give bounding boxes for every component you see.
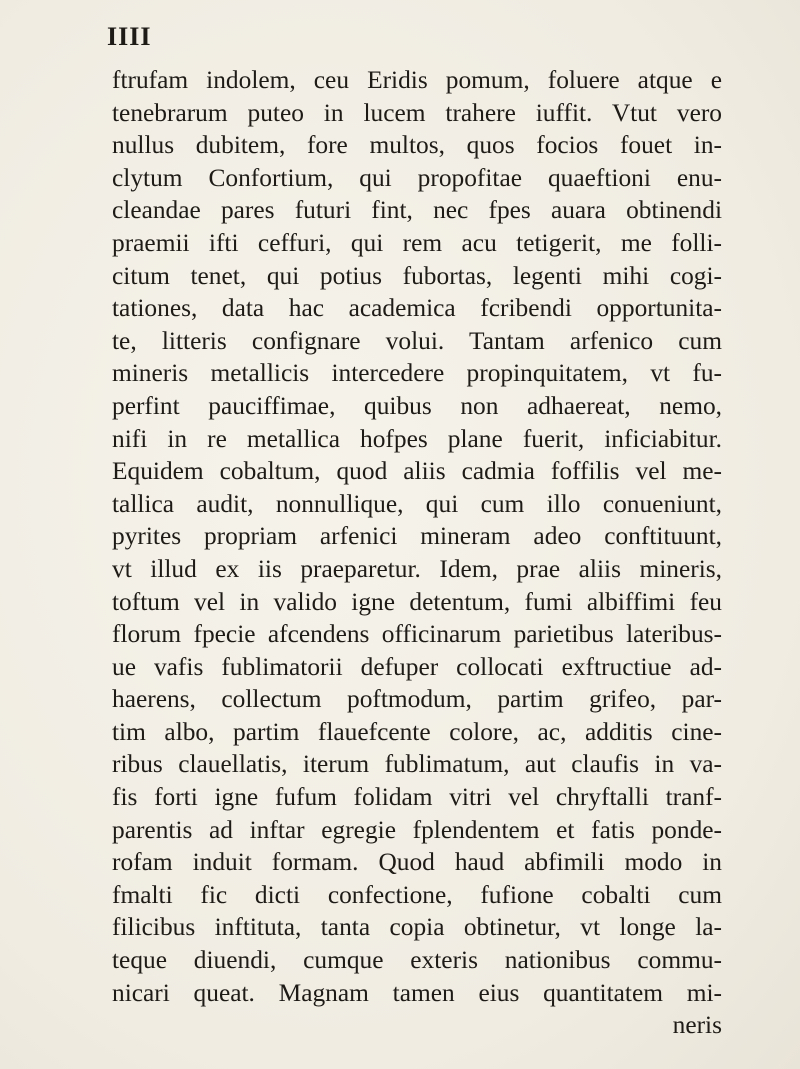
text-line: clytum Confortium, qui propofitae quaeftioni enu- xyxy=(112,163,722,192)
text-line: te, litteris confignare volui. Tantam arfenico cum xyxy=(112,326,722,355)
text-line: mineris metallicis intercedere propinquitatem, vt fu- xyxy=(112,359,722,388)
text-line: haerens, collectum poftmodum, partim grifeo, par- xyxy=(112,685,722,714)
text-line: Equidem cobaltum, quod aliis cadmia foffilis vel me- xyxy=(112,457,722,486)
text-line: praemii ifti ceffuri, qui rem acu tetigerit, me folli- xyxy=(112,228,722,257)
text-line: tenebrarum puteo in lucem trahere iuffit. Vtut vero xyxy=(112,98,722,127)
text-line: teque diuendi, cumque exteris nationibus commu- xyxy=(112,946,722,975)
text-line: ue vafis fublimatorii defuper collocati exftructiue ad- xyxy=(112,652,722,681)
text-line: pyrites propriam arfenici mineram adeo conftituunt, xyxy=(112,522,722,551)
text-line: ribus clauellatis, iterum fublimatum, aut claufis in va- xyxy=(112,750,722,779)
catchword: neris xyxy=(672,1011,722,1040)
body-text xyxy=(112,64,722,1042)
text-line: rofam induit formam. Quod haud abfimili modo in xyxy=(112,848,722,877)
text-line: fis forti igne fufum folidam vitri vel chryftalli tranf- xyxy=(112,783,722,812)
text-line: vt illud ex iis praeparetur. Idem, prae aliis mineris, xyxy=(112,554,722,583)
text-line: nifi in re metallica hofpes plane fuerit, inficiabitur. xyxy=(112,424,722,453)
text-line: florum fpecie afcendens officinarum parietibus lateribus- xyxy=(112,620,722,649)
text-line: ftrufam indolem, ceu Eridis pomum, foluere atque e xyxy=(112,66,722,94)
text-line: tallica audit, nonnullique, qui cum illo conueniunt, xyxy=(112,489,722,518)
text-line: parentis ad inftar egregie fplendentem et fatis ponde- xyxy=(112,815,722,844)
text-line: toftum vel in valido igne detentum, fumi albiffimi feu xyxy=(112,587,722,616)
text-line: nicari queat. Magnam tamen eius quantitatem mi- xyxy=(112,978,722,1007)
page-number: IIII xyxy=(107,22,152,51)
text-line: nullus dubitem, fore multos, quos focios fouet in- xyxy=(112,131,722,160)
text-line: cleandae pares futuri fint, nec fpes auara obtinendi xyxy=(112,196,722,225)
text-line: tim albo, partim flauefcente colore, ac, additis cine- xyxy=(112,717,722,746)
text-line: fmalti fic dicti confectione, fufione cobalti cum xyxy=(112,880,722,909)
text-line: tationes, data hac academica fcribendi opportunita- xyxy=(112,294,722,323)
text-line: citum tenet, qui potius fubortas, legenti mihi cogi- xyxy=(112,261,722,290)
text-line: perfint pauciffimae, quibus non adhaereat, nemo, xyxy=(112,391,722,420)
text-line: filicibus inftituta, tanta copia obtinetur, vt longe la- xyxy=(112,913,722,942)
